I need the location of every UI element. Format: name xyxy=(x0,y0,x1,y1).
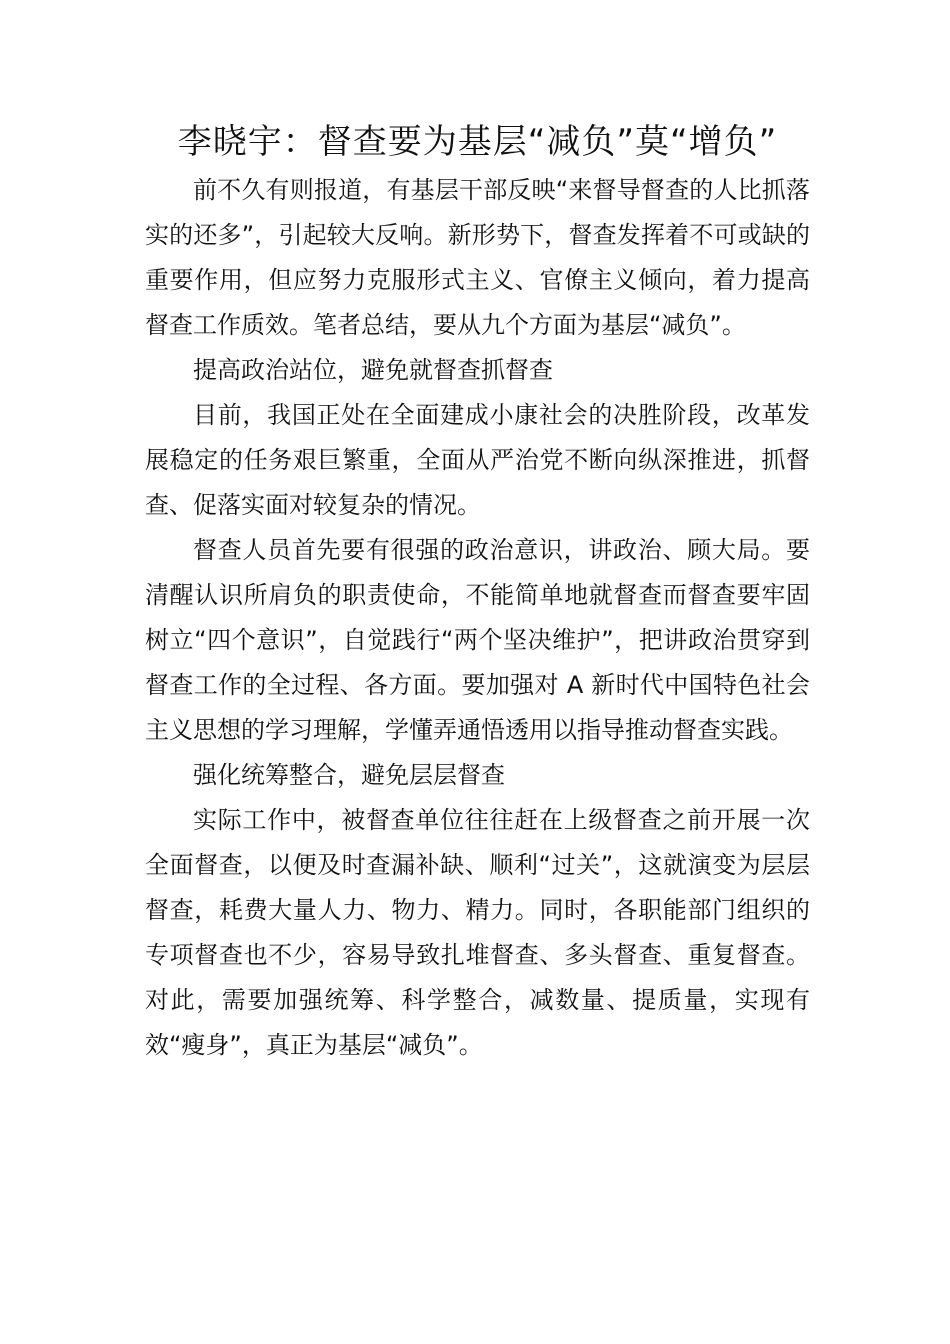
paragraph-intro: 前不久有则报道，有基层干部反映“来督导督查的人比抓落实的还多”，引起较大反响。新形势下，督查发挥着不可或缺的重要作用，但应努力克服形式主义、官僚主义倾向，着力提高督查工作质效。笔者总结，要从九个方面为基层“减负”。 xyxy=(145,176,810,339)
document-page xyxy=(145,118,810,1068)
section-heading-coordination: 强化统筹整合，避免层层督查 xyxy=(193,761,505,789)
paragraph-political-awareness: 督查人员首先要有很强的政治意识，讲政治、顾大局。要清醒认识所肩负的职责使命，不能简单地就督查而督查要牢固树立“四个意识”，自觉践行“两个坚决维护”，把讲政治贯穿到督查工作的全过程、各方面。要加强对 A 新时代中国特色社会主义思想的学习理解，学懂弄通悟透用以指导推动督查实践。 xyxy=(145,536,810,744)
paragraph-layered-inspection: 实际工作中，被督查单位往往赶在上级督查之前开展一次全面督查，以便及时查漏补缺、顺利“过关”，这就演变为层层督查，耗费大量人力、物力、精力。同时，各职能部门组织的专项督查也不少，容易导致扎堆督查、多头督查、重复督查。对此，需要加强统筹、科学整合，减数量、提质量，实现有效“瘦身”，真正为基层“减负”。 xyxy=(145,806,810,1059)
section-heading-political: 提高政治站位，避免就督查抓督查 xyxy=(193,356,553,384)
paragraph-current-situation: 目前，我国正处在全面建成小康社会的决胜阶段，改革发展稳定的任务艰巨繁重，全面从严治党不断向纵深推进，抓督查、促落实面对较复杂的情况。 xyxy=(145,401,810,519)
document-title: 李晓宇：督查要为基层“减负”莫“增负” xyxy=(177,122,778,162)
